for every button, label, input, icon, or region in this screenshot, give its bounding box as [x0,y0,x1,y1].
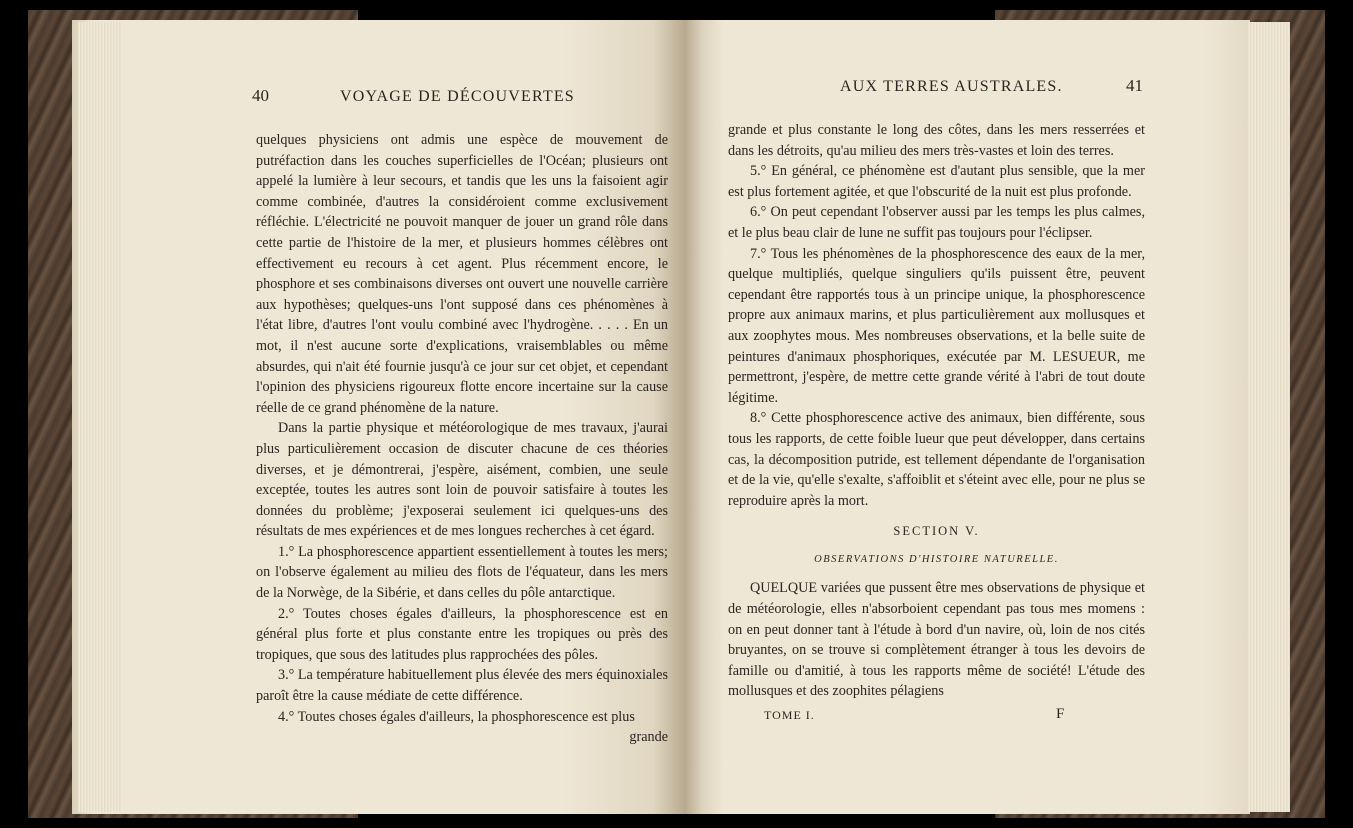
left-page-edges [78,22,122,812]
page-number: 41 [1126,76,1143,95]
right-page [684,20,1250,814]
right-page-body [728,120,1145,702]
right-page-edges [1248,22,1290,812]
left-page [72,20,684,814]
section-subtitle: OBSERVATIONS D'HISTOIRE NATURELLE. [814,553,1059,565]
paragraph: QUELQUE variées que pussent être mes observations de physique et de météorologie, elles n'absorboient cependant pas tous mes momens : on en peut donner tant à l'étude à bord d'un navire, où, loin de nos cités bruyantes, on se trouve si complètement étranger à tous les devoirs de famille ou d'amitié, à tous les rapports même de société! L'étude des mollusques et des zoophites pélagiens [728,580,1145,700]
paragraph: 5.° En général, ce phénomène est d'autant plus sensible, que la mer est plus fortement agitée, et que l'obscurité de la nuit est plus profonde. [728,163,1145,200]
paragraph: 8.° Cette phosphorescence active des animaux, bien différente, sous tous les rapports, de cette foible lueur que peut développer, dans certains cas, la décomposition putride, est tellement dépendante de l'organisation et de la vie, qu'elle s'exalte, s'affoiblit et s'éteint avec elle, pour ne plus se reproduire après la mort. [728,410,1145,509]
catchword: grande [629,729,668,746]
paragraph: Dans la partie physique et météorologique de mes travaux, j'aurai plus particulièrement occasion de discuter chacune de ces théories diverses, et je démontrerai, j'espère, aisément, combien, une seule exceptée, toutes les autres sont loin de pouvoir satisfaire à toutes les données du problème; j'exposerai seulement ici quelques-uns des résultats de mes expériences et de mes longues recherches à cet égard. [256,420,668,540]
running-head: VOYAGE DE DÉCOUVERTES [340,88,575,105]
paragraph: 3.° La température habituellement plus élevée des mers équinoxiales paroît être la cause médiate de cette différence. [256,667,668,705]
volume-signature: TOME I. [764,708,815,722]
section-title: SECTION V. [893,524,980,539]
paragraph: 7.° Tous les phénomènes de la phosphorescence des eaux de la mer, quelque multipliés, quelque singuliers qu'ils puissent être, peuvent cependant être rapportés tous à un principe unique, la phosphorescence propre aux animaux marins, et plus particulièrement aux mollusques et aux zoophytes mous. Mes nombreuses observations, et la belle suite de peintures d'animaux phosphoriques, exécutée par M. LESUEUR, me permettront, j'espère, de mettre cette grande vérité à l'abri de tout doute légitime. [728,245,1145,406]
left-page-body [256,130,668,748]
paragraph: 1.° La phosphorescence appartient essentiellement à toutes les mers; on l'observe également au milieu des flots de l'équateur, dans les mers de la Norwège, de la Sibérie, et dans celles du pôle antarctique. [256,543,668,602]
gathering-signature: F [1056,706,1066,722]
paragraph: quelques physiciens ont admis une espèce de mouvement de putréfaction dans les couches superficielles de l'Océan; plusieurs ont appelé la lumière à leur secours, et tandis que les uns la faisoient agir comme combinée, d'autres la considéroient comme exclusivement réfléchie. L'électricité ne pouvoit manquer de jouer un grand rôle dans cette partie de l'histoire de la mer, et plusieurs hommes célèbres ont effectivement eu recours à cet agent. Plus récemment encore, le phosphore et ses combinaisons diverses ont ouvert une nouvelle carrière aux hypothèses; quelques-uns l'ont supposé dans ces phénomènes à l'état libre, d'autres l'ont voulu combiné avec l'hydrogène. . . . . En un mot, il n'est aucune sorte d'explications, vraisemblables ou même absurdes, qui n'ait été fournie jusqu'à ce jour sur cet objet, et cependant l'opinion des physiciens rigoureux flotte encore incertaine sur la cause réelle de ce grand phénomène de la nature. [256,132,668,416]
running-head: AUX TERRES AUSTRALES. [840,78,1063,95]
paragraph: 4.° Toutes choses égales d'ailleurs, la phosphorescence est plus [278,708,635,725]
paragraph: grande et plus constante le long des côtes, dans les mers resserrées et dans les détroits, qu'au milieu des mers très-vastes et loin des terres. [728,122,1145,159]
paragraph: 2.° Toutes choses égales d'ailleurs, la phosphorescence est en général plus forte et plus constante entre les tropiques ou près des tropiques, que sous des latitudes plus rapprochées des pôles. [256,605,668,663]
page-number: 40 [252,86,269,105]
paragraph: 6.° On peut cependant l'observer aussi par les temps les plus calmes, et le plus beau clair de lune ne suffit pas toujours pour l'éclipser. [728,204,1145,241]
